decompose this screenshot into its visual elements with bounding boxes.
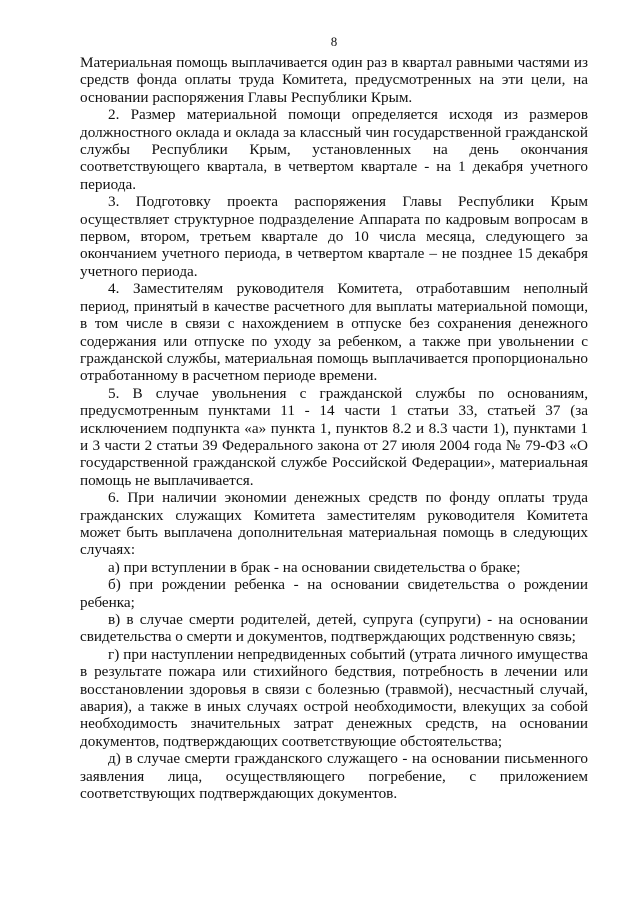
- paragraph-4: 4. Заместителям руководителя Комитета, отработавшим неполный период, принятый в качестве расчетного для выплаты материальной помощи, в том числе в связи с нахождением в отпуске без сохранения денежного содержания или отпуске по уходу за ребенком, а также при увольнении с гражданской службы, материальная помощь выплачивается пропорционально отработанному в расчетном периоде времени.: [80, 280, 588, 385]
- paragraph-intro: Материальная помощь выплачивается один раз в квартал равными частями из средств фонда оплаты труда Комитета, предусмотренных на эти цели, на основании распоряжения Главы Республики Крым.: [80, 54, 588, 106]
- list-item-b: б) при рождении ребенка - на основании свидетельства о рождении ребенка;: [80, 576, 588, 611]
- paragraph-2: 2. Размер материальной помощи определяется исходя из размеров должностного оклада и оклада за классный чин государственной гражданской службы Республики Крым, установленных на день окончания соответствующего квартала, в четвертом квартале - на 1 декабря учетного периода.: [80, 106, 588, 193]
- paragraph-3: 3. Подготовку проекта распоряжения Главы Республики Крым осуществляет структурное подразделение Аппарата по кадровым вопросам в первом, втором, третьем квартале до 10 числа месяца, следующего за окончанием учетного периода, в четвертом квартале – не позднее 15 декабря учетного периода.: [80, 193, 588, 280]
- paragraph-6: 6. При наличии экономии денежных средств по фонду оплаты труда гражданских служащих Комитета заместителям руководителя Комитета может быть выплачена дополнительная материальная помощь в следующих случаях:: [80, 489, 588, 559]
- list-item-g: г) при наступлении непредвиденных событий (утрата личного имущества в результате пожара или стихийного бедствия, потребность в лечении или восстановлении здоровья в связи с болезнью (травмой), несчастный случай, авария), а также в иных случаях острой необходимости, влекущих за собой необходимость значительных затрат денежных средств, на основании документов, подтверждающих соответствующие обстоятельства;: [80, 645, 588, 750]
- paragraph-5: 5. В случае увольнения с гражданской службы по основаниям, предусмотренным пунктами 11 - 14 части 1 статьи 33, статьей 37 (за исключением подпункта «а» пункта 1, пунктов 8.2 и 8.3 части 1), пунктами 1 и 3 части 2 статьи 39 Федерального закона от 27 июля 2004 года № 79-ФЗ «О государственной гражданской службе Российской Федерации», материальная помощь не выплачивается.: [80, 384, 588, 489]
- page-number: 8: [330, 34, 338, 49]
- list-item-a: а) при вступлении в брак - на основании свидетельства о браке;: [108, 558, 521, 576]
- list-item-d: д) в случае смерти гражданского служащего - на основании письменного заявления лица, осуществляющего погребение, с приложением соответствующих подтверждающих документов.: [80, 750, 588, 803]
- list-item-v: в) в случае смерти родителей, детей, супруга (супруги) - на основании свидетельства о смерти и документов, подтверждающих родственную связь;: [80, 611, 588, 646]
